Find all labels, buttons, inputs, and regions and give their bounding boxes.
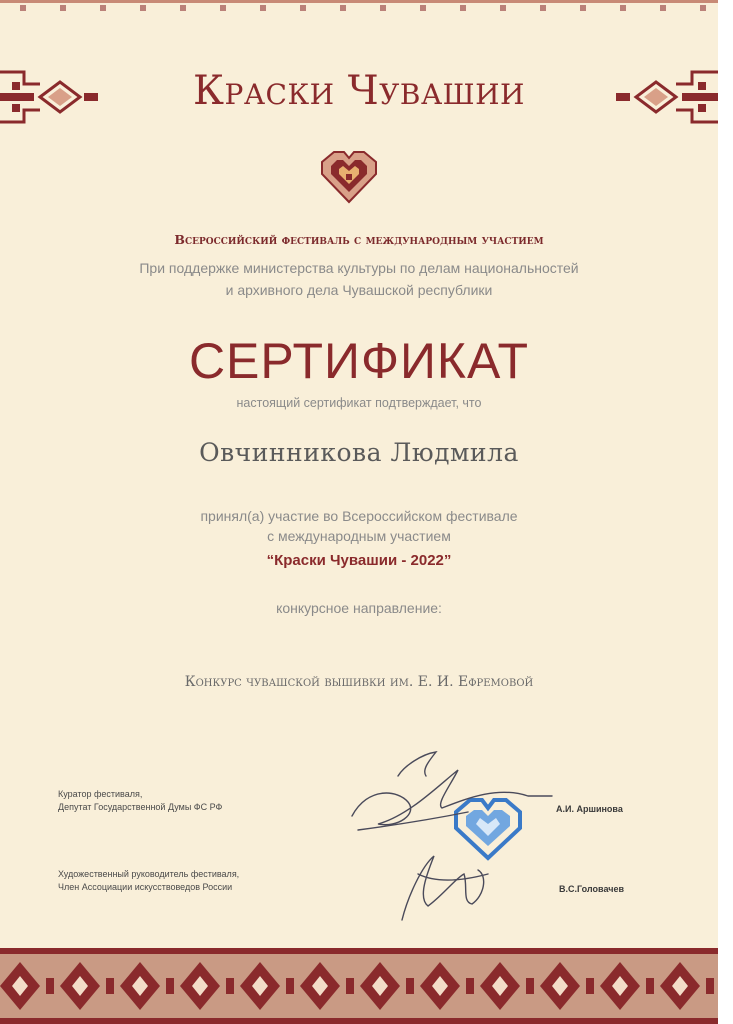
participation-line-2: с международным участием [267, 528, 451, 544]
role-line: Член Ассоциации искусствоведов России [58, 882, 233, 892]
festival-title: Краски Чувашии [193, 68, 525, 114]
heart-stamp-icon [456, 800, 520, 858]
role-line: Художественный руководитель фестиваля, [58, 869, 240, 879]
role-line: Куратор фестиваля, [58, 789, 143, 799]
signature-role-art-director [58, 868, 239, 894]
participation-line-1: принял(а) участие во Всероссийском фестивале [200, 508, 518, 524]
direction-label: конкурсное направление: [276, 600, 442, 616]
support-line-1: При поддержке министерства культуры по делам национальностей [139, 260, 579, 276]
page-edge [718, 0, 733, 1024]
confirm-text: настоящий сертификат подтверждает, что [236, 396, 482, 410]
role-line: Депутат Государственной Думы ФС РФ [58, 802, 223, 812]
festival-subtitle: Всероссийский фестиваль с международным участием [174, 232, 544, 247]
festival-name-quoted: “Краски Чувашии - 2022” [266, 552, 452, 569]
contest-name: Конкурс чувашской вышивки им. Е. И. Ефремовой [184, 674, 534, 690]
signatures-and-stamp [338, 746, 562, 936]
signature-role-curator [58, 788, 222, 814]
participant-name: Овчинникова Людмила [199, 438, 519, 467]
heart-ornament-icon [318, 148, 380, 204]
certificate-title: СЕРТИФИКАТ [188, 333, 530, 389]
signer-name-golovachev: В.С.Головачев [559, 884, 624, 894]
signer-name-arshinova: А.И. Аршинова [556, 804, 623, 814]
support-line-2: и архивного дела Чувашской республики [225, 282, 493, 298]
bottom-ornament-border [0, 948, 718, 1024]
top-ornament-border [0, 0, 718, 16]
